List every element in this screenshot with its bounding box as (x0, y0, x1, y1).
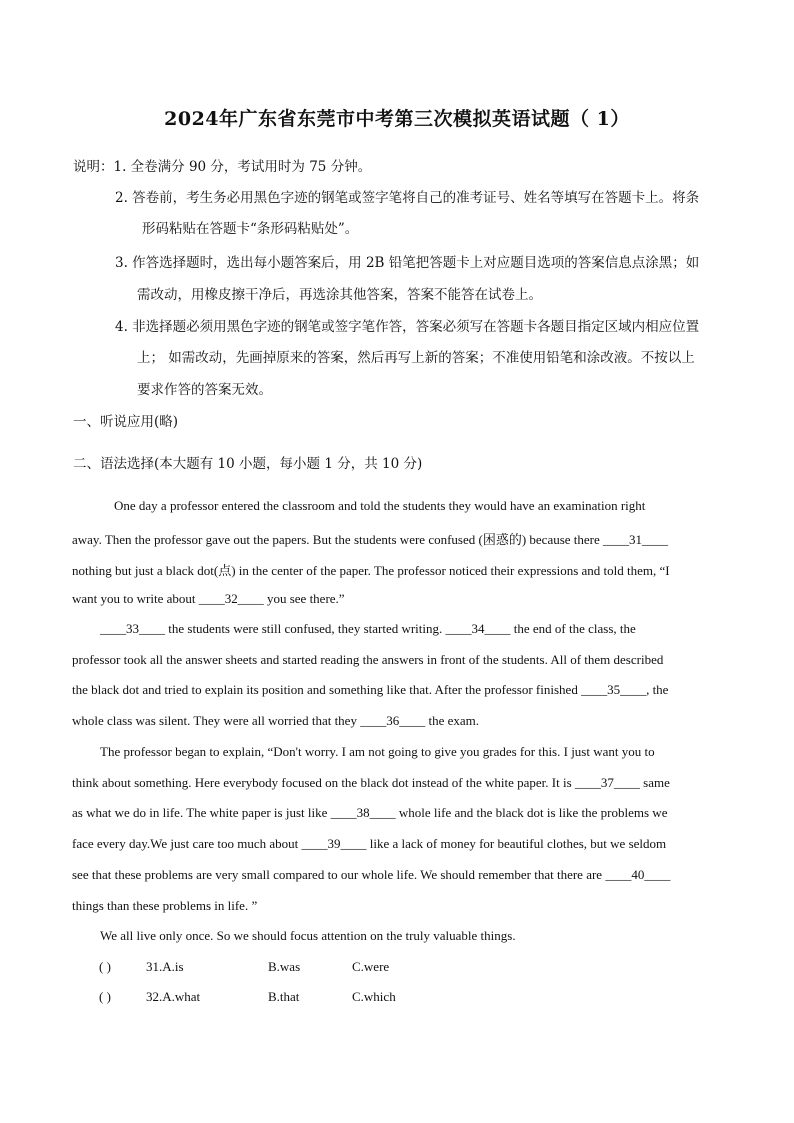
instruction-line-4b: 上； 如需改动，先画掉原来的答案，然后再写上新的答案；不准使用铅笔和涂改液。不按以上 (137, 350, 695, 366)
option-c: C.were (352, 959, 390, 974)
passage-line: professor took all the answer sheets and started reading the answers in front of the students. All of them described (72, 652, 664, 667)
passage-line: We all live only once. So we should focus attention on the truly valuable things. (100, 928, 516, 943)
instruction-line-3a: 3. 作答选择题时，选出每小题答案后，用 2B 铅笔把答题卡上对应题目选项的答案信息点涂黑；如 (115, 255, 700, 271)
section-heading-listening: 一、听说应用(略) (73, 414, 179, 430)
instruction-line-1: 说明：1. 全卷满分 90 分，考试用时为 75 分钟。 (73, 159, 372, 175)
answer-blank[interactable]: ( ) (99, 959, 111, 974)
passage-line: One day a professor entered the classroom and told the students they would have an examination right (114, 498, 646, 513)
passage-line: The professor began to explain, “Don't worry. I am not going to give you grades for this. I just want you to (100, 744, 655, 759)
passage-line: face every day.We just care too much about ____39____ like a lack of money for beautiful clothes, but we seldom (72, 836, 667, 851)
passage-line: the black dot and tried to explain its position and something like that. After the professor finished ____35____, the (72, 682, 669, 697)
instruction-line-4c: 要求作答的答案无效。 (137, 382, 272, 398)
passage-line: see that these problems are very small compared to our whole life. We should remember that there are ____40____ (72, 867, 671, 882)
passage-line: think about something. Here everybody focused on the black dot instead of the white paper. It is ____37____ same (72, 775, 670, 790)
option-a: 31.A.is (146, 959, 184, 974)
instruction-line-2b: 形码粘贴在答题卡“条形码粘贴处”。 (142, 221, 359, 237)
instruction-line-2a: 2. 答卷前，考生务必用黑色字迹的钢笔或签字笔将自己的准考证号、姓名等填写在答题卡上。将条 (115, 190, 700, 206)
passage-line: want you to write about ____32____ you see there.” (72, 591, 345, 606)
page-title: 2024年广东省东莞市中考第三次模拟英语试题（ 1） (164, 108, 630, 130)
option-a: 32.A.what (146, 989, 201, 1004)
passage-line: nothing but just a black dot(点) in the center of the paper. The professor noticed their expressions and told them, “I (72, 563, 670, 578)
instruction-line-4a: 4. 非选择题必须用黑色字迹的钢笔或签字笔作答，答案必须写在答题卡各题目指定区域内相应位置 (115, 319, 700, 335)
option-b: B.that (268, 989, 300, 1004)
passage-line: ____33____ the students were still confused, they started writing. ____34____ the end of the class, the (100, 621, 636, 636)
section-heading-grammar: 二、语法选择(本大题有 10 小题，每小题 1 分，共 10 分) (73, 456, 423, 472)
passage-line: whole class was silent. They were all worried that they ____36____ the exam. (72, 713, 479, 728)
option-c: C.which (352, 989, 396, 1004)
passage-line: as what we do in life. The white paper is just like ____38____ whole life and the black dot is like the problems we (72, 805, 668, 820)
answer-blank[interactable]: ( ) (99, 989, 111, 1004)
option-b: B.was (268, 959, 301, 974)
instruction-line-3b: 需改动，用橡皮擦干净后，再选涂其他答案，答案不能答在试卷上。 (137, 287, 542, 303)
passage-line: things than these problems in life. ” (72, 898, 258, 913)
passage-line: away. Then the professor gave out the papers. But the students were confused (困惑的) because there ____31____ (72, 532, 669, 547)
